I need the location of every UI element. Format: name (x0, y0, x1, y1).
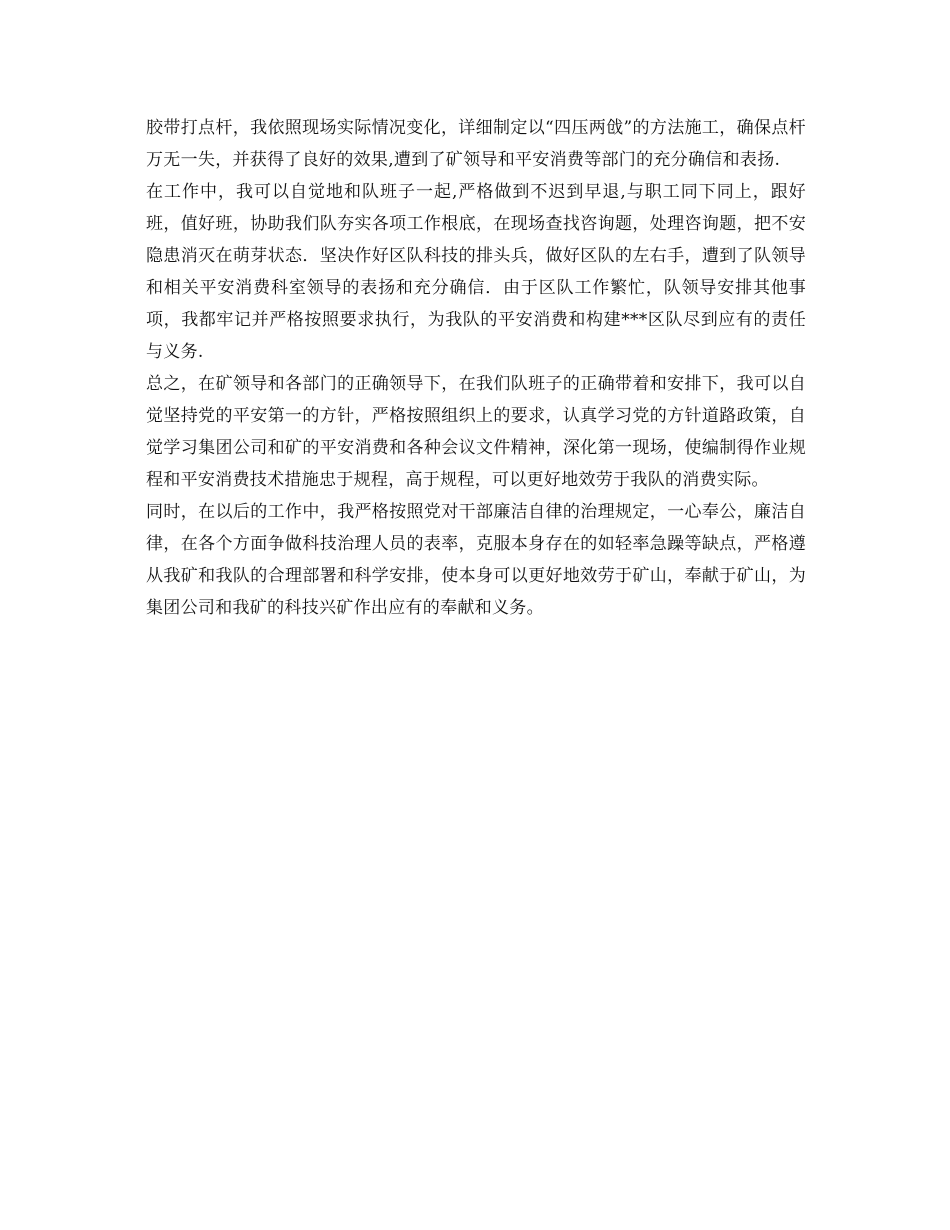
paragraph-3: 总之，在矿领导和各部门的正确领导下，在我们队班子的正确带着和安排下，我可以自觉坚持党的平安第一的方针，严格按照组织上的要求，认真学习党的方针道路政策，自觉学习集团公司和矿的平安消费和各种会议文件精神，深化第一现场，使编制得作业规程和平安消费技术措施忠于规程，高于规程，可以更好地效劳于我队的消费实际。 (146, 374, 806, 490)
paragraph-1: 胶带打点杆，我依照现场实际情况变化，详细制定以“四压两戗”的方法施工，确保点杆万无一失，并获得了良好的效果,遭到了矿领导和平安消费等部门的充分确信和表扬. (146, 118, 806, 170)
paragraph-4: 同时，在以后的工作中，我严格按照党对干部廉洁自律的治理规定，一心奉公，廉洁自律，在各个方面争做科技治理人员的表率，克服本身存在的如轻率急躁等缺点，严格遵从我矿和我队的合理部署和科学安排，使本身可以更好地效劳于矿山，奉献于矿山，为集团公司和我矿的科技兴矿作出应有的奉献和义务。 (146, 502, 806, 618)
paragraph-2: 在工作中，我可以自觉地和队班子一起,严格做到不迟到早退,与职工同下同上，跟好班，值好班，协助我们队夯实各项工作根底，在现场查找咨询题，处理咨询题，把不安隐患消灭在萌芽状态．坚决作好区队科技的排头兵，做好区队的左右手，遭到了队领导和相关平安消费科室领导的表扬和充分确信．由于区队工作繁忙，队领导安排其他事项，我都牢记并严格按照要求执行，为我队的平安消费和构建***区队尽到应有的责任与义务. (146, 182, 806, 362)
body-text (146, 112, 806, 624)
